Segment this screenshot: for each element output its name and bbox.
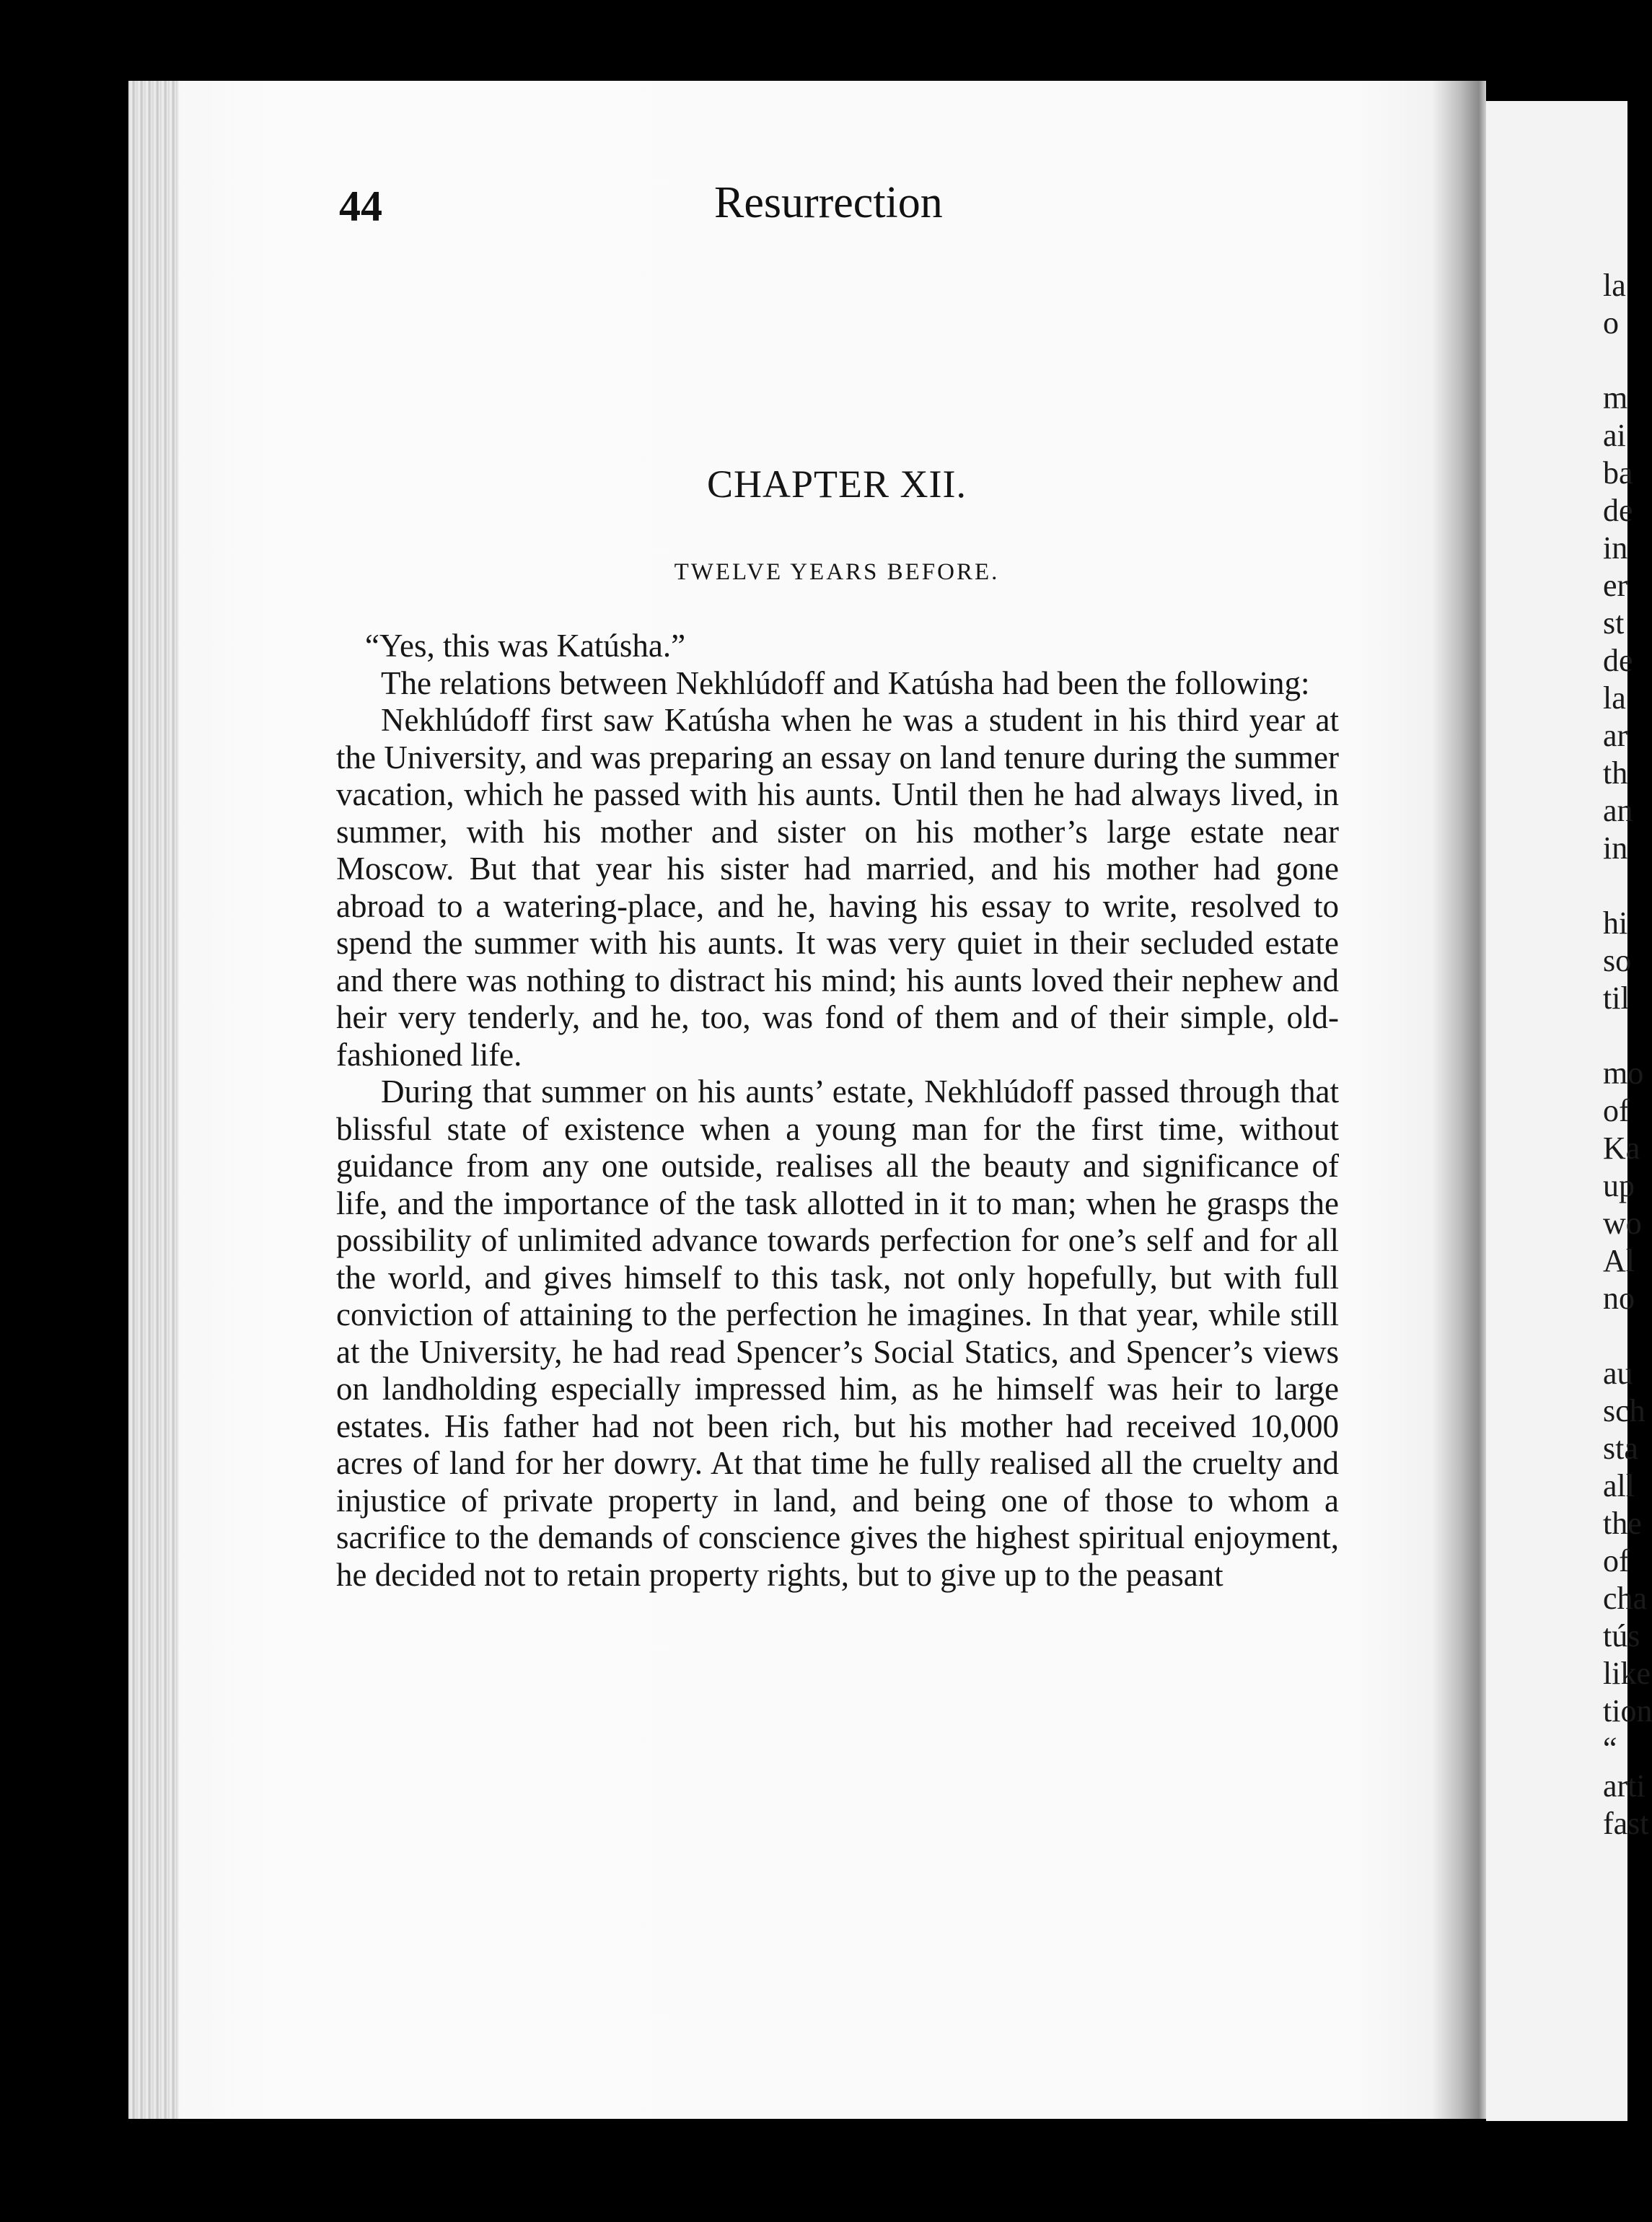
paragraph-2: The relations between Nekhlúdoff and Katúsha had been the following:: [381, 664, 1310, 701]
paragraph-3: Nekhlúdoff first saw Katúsha when he was a student in his third year at the University, and was preparing an essay on land tenure during the summer vacation, which he passed with his aunts. Until then he had always lived, in summer, with his mother and sister on his mother’s large estate near Moscow. But that year his sister had married, and his mother had gone abroad to a watering-place, and he, having his essay to write, resolved to spend the summer with his aunts. It was very quiet in their secluded estate and there was nothing to distract his mind; his aunts loved their nephew and heir very tenderly, and he, too, was fond of them and of their simple, old-fashioned life.: [336, 702, 1339, 1073]
paragraph-4: During that summer on his aunts’ estate, Nekhlúdoff passed through that blissful state of existence when a young man for the first time, without guidance from any one outside, realises all the beauty and significance of life, and the importance of the task allotted in it to man; when he grasps the possibility of unlimited advance towards perfection for one’s self and for all the world, and gives himself to this task, not only hopefully, but with full conviction of attaining to the perfection he imagines. In that year, while still at the University, he had read Spencer’s Social Statics, and Spencer’s views on landholding especially impressed him, as he himself was heir to large estates. His father had not been rich, but his mother had received 10,000 acres of land for her dowry. At that time he fully realised all the cruelty and injustice of private property in land, and being one of those to whom a sacrifice to the demands of conscience gives the highest spiritual enjoyment, he decided not to retain property rights, but to give up to the peasant: [336, 1073, 1339, 1593]
page-header: [339, 173, 1349, 238]
running-title: Resurrection: [714, 178, 943, 227]
page-edges: [128, 81, 179, 2119]
chapter-subtitle: TWELVE YEARS BEFORE.: [674, 559, 1000, 585]
gutter-shadow: [1432, 81, 1486, 2119]
facing-page-text: la o m ai ba de in er st de la ar th an in hi so til mo of Ka up wo Al no au sch sta all the of cha tús like tion “ arti fast: [1603, 268, 1652, 1841]
page-number: 44: [339, 183, 382, 230]
paragraph-1: “Yes, this was Katúsha.”: [365, 628, 686, 664]
chapter-title: CHAPTER XII.: [707, 462, 967, 506]
body-text: [336, 628, 1339, 1594]
